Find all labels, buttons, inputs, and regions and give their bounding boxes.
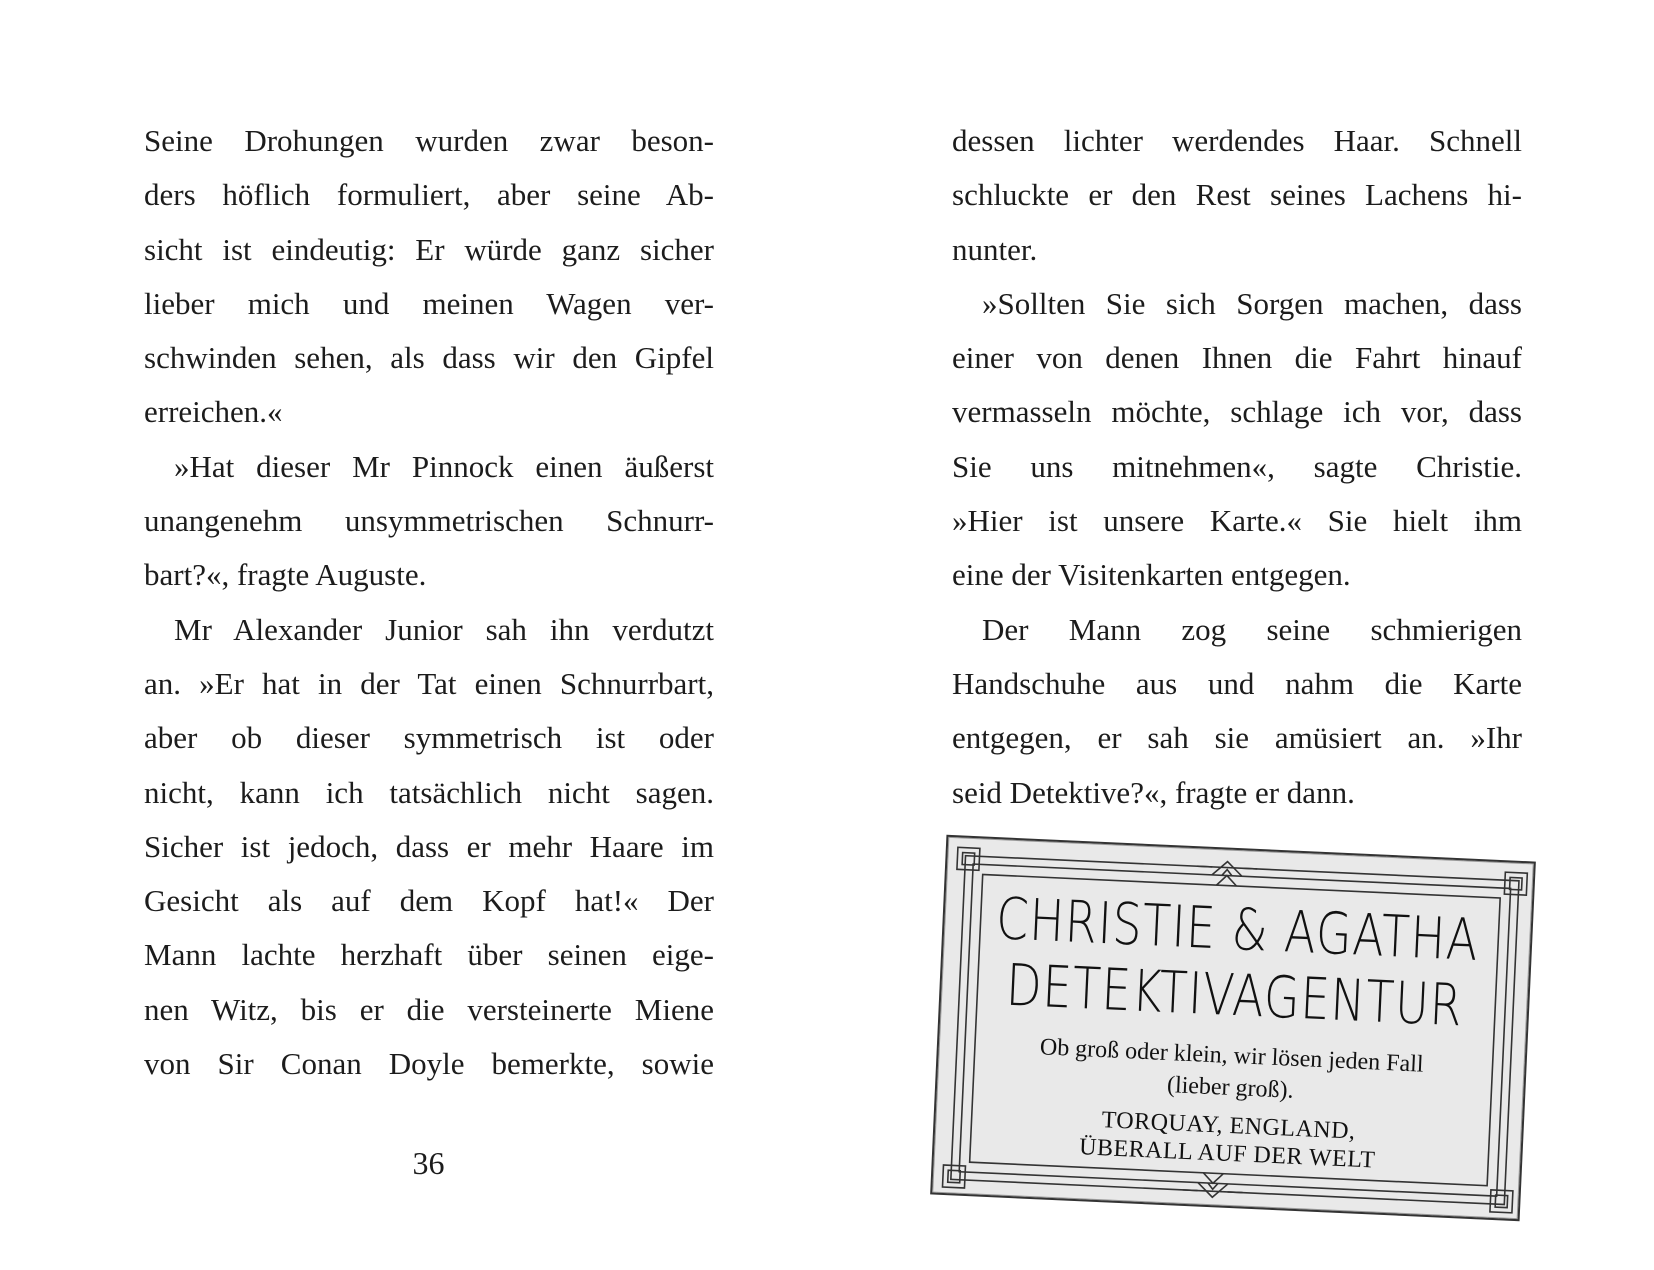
text-line: von Sir Conan Doyle bemerkte, sowie — [144, 1046, 714, 1082]
text-line: »Sollten Sie sich Sorgen machen, dass — [982, 285, 1522, 321]
card-title-line1: CHRISTIE & AGATHA — [994, 884, 1481, 974]
text-line: Seine Drohungen wurden zwar beson- — [144, 123, 714, 158]
text-line: bart?«, fragte Auguste. — [144, 557, 427, 593]
text-line: »Hier ist unsere Karte.« Sie hielt ihm — [952, 503, 1522, 539]
card-motto-line2: (lieber groß). — [1166, 1072, 1295, 1104]
card-address-line2: ÜBERALL AUF DER WELT — [1078, 1134, 1376, 1174]
text-line: erreichen.« — [144, 394, 283, 430]
text-line: eine der Visitenkarten entgegen. — [952, 557, 1351, 593]
right-page — [827, 0, 1654, 1270]
text-line: nicht, kann ich tatsächlich nicht sagen. — [144, 774, 714, 810]
text-line: Sicher ist jedoch, dass er mehr Haare im — [144, 828, 714, 864]
text-line: schwinden sehen, als dass wir den Gipfel — [144, 340, 714, 376]
text-line: seid Detektive?«, fragte er dann. — [952, 774, 1355, 810]
text-line: entgegen, er sah sie amüsiert an. »Ihr — [952, 720, 1522, 756]
left-page-text — [144, 114, 714, 1091]
business-card-background — [930, 835, 1536, 1221]
text-line: nunter. — [952, 231, 1038, 267]
card-motto-line1: Ob groß oder klein, wir lösen jeden Fall — [1039, 1034, 1425, 1078]
business-card — [930, 835, 1536, 1221]
text-line: sicht ist eindeutig: Er würde ganz sicher — [144, 231, 714, 267]
card-address-line1: TORQUAY, ENGLAND, — [1101, 1107, 1357, 1145]
text-line: schluckte er den Rest seines Lachens hi- — [952, 177, 1522, 213]
text-line: unangenehm unsymmetrischen Schnurr- — [144, 503, 714, 539]
text-line: an. »Er hat in der Tat einen Schnurrbart, — [144, 665, 714, 701]
text-line: lieber mich und meinen Wagen ver- — [144, 285, 714, 321]
text-line: Sie uns mitnehmen«, sagte Christie. — [952, 448, 1522, 484]
text-line: einer von denen Ihnen die Fahrt hinauf — [952, 340, 1522, 376]
text-line: nen Witz, bis er die versteinerte Miene — [144, 991, 714, 1027]
text-line: vermasseln möchte, schlage ich vor, dass — [952, 394, 1522, 430]
text-line: Mr Alexander Junior sah ihn verdutzt — [174, 611, 714, 647]
text-line: Der Mann zog seine schmierigen — [982, 611, 1522, 647]
text-line: ders höflich formuliert, aber seine Ab- — [144, 177, 714, 213]
text-line: aber ob dieser symmetrisch ist oder — [144, 720, 714, 756]
right-page-text — [952, 114, 1522, 820]
text-line: Mann lachte herzhaft über seinen eige- — [144, 937, 714, 973]
card-title-line2: DETEKTIVAGENTUR — [1004, 950, 1465, 1040]
text-line: Gesicht als auf dem Kopf hat!« Der — [144, 883, 714, 919]
text-line: dessen lichter werdendes Haar. Schnell — [952, 123, 1522, 158]
page-number: 36 — [412, 1145, 445, 1181]
text-line: Handschuhe aus und nahm die Karte — [952, 665, 1522, 701]
text-line: »Hat dieser Mr Pinnock einen äußerst — [174, 448, 714, 484]
